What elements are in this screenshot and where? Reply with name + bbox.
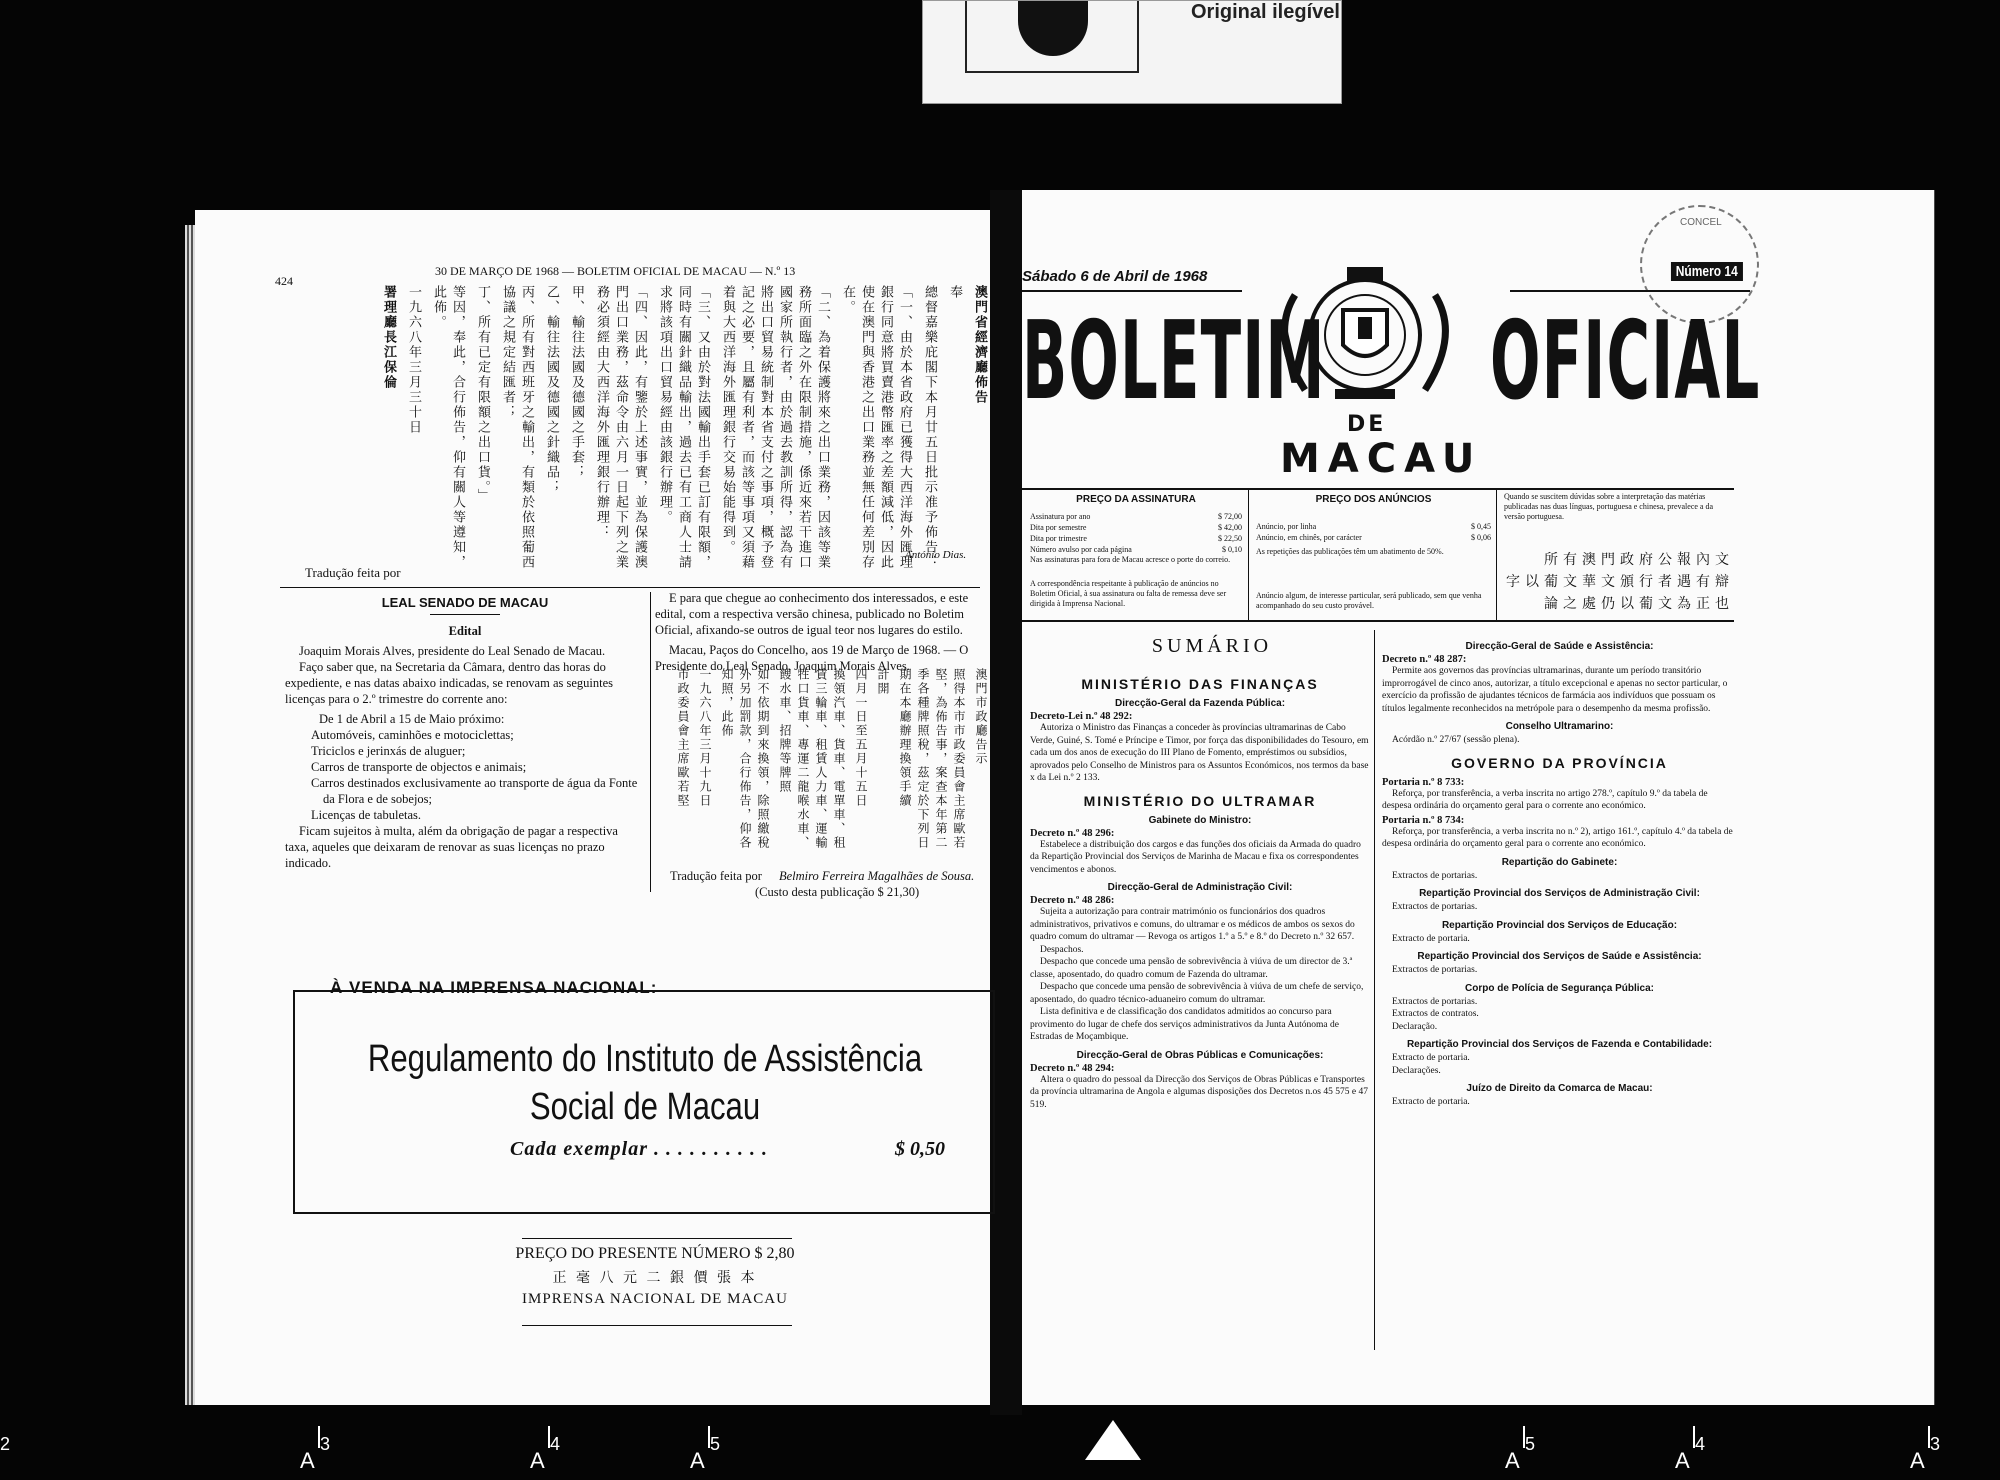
price-value: $ 0,10 — [1222, 545, 1242, 554]
box-note: Anúncio algum, de interesse particular, será publicado, sem que venha acompanhado do seu custo provável. — [1256, 591, 1482, 610]
info-rule-top — [1022, 488, 1734, 490]
decree-label: Decreto n.º 48 296: — [1030, 827, 1115, 839]
summary-entry: Declaração. — [1392, 1021, 1438, 1032]
department-label: Repartição do Gabinete: — [1501, 856, 1618, 868]
price-rows — [1030, 511, 1242, 555]
header-rule — [1022, 290, 1242, 292]
chinese-notice — [290, 285, 990, 585]
footer-block — [500, 1245, 810, 1308]
chinese-column: 丙、所有對西班牙之輸出，有類於依照葡西協議之規定結匯者； — [501, 285, 535, 570]
paragraph: De 1 de Abril a 15 de Maio próximo: — [319, 712, 505, 726]
ruler-mark: A — [1675, 1448, 1690, 1473]
summary-entry: Sujeita a autorização para contrair matrimónio os funcionários dos quadros administrativos, privativos e comuns, do ultramar e os médicos de ambos os sexos do quadro comum do ultramar — Revoga os artigos 1.º a 5.º e 8.º do Decreto n.º 32 657. — [1030, 907, 1355, 942]
price-label: Dita por semestre — [1030, 523, 1087, 532]
chinese-column: 市政委員會主席歐若堅 — [676, 668, 690, 808]
box-note: A correspondência respeitante à publicação de anúncios no Boletim Oficial, à sua assinatura ou falta de remessa deve ser dirigida à Imprensa Nacional. — [1030, 579, 1227, 608]
leal-senado-continued — [655, 590, 990, 674]
decree-label: Decreto n.º 48 294: — [1030, 1062, 1115, 1074]
ruler-mark: 3 — [320, 1434, 331, 1454]
department-label: Repartição Provincial dos Serviços de Educação: — [1441, 919, 1678, 931]
chinese-column: 「一、由於本省政府已獲得大西洋海外匯理銀行同意將買賣港幣匯率之差額減低，因此使在澳門與香港之出口業務並無任何差別存在。 — [841, 285, 913, 570]
issue-date: Sábado 6 de Abril de 1968 — [1022, 268, 1208, 285]
price-row — [1256, 521, 1491, 532]
edital-title: Edital — [448, 624, 482, 638]
section-heading: GOVERNO DA PROVÍNCIA — [1451, 754, 1668, 771]
department-label: Direcção-Geral de Saúde e Assistência: — [1465, 641, 1654, 652]
tag-text: Original ilegível — [1191, 1, 1340, 23]
chinese-notice — [1504, 550, 1734, 616]
leal-senado-section — [285, 595, 645, 871]
ad-price-label: Cada exemplar . . . . . . . . . . — [510, 1138, 768, 1160]
info-rule-bottom — [1022, 620, 1734, 622]
title-rule — [430, 614, 500, 615]
ruler-mark: A — [300, 1448, 315, 1473]
summary-entry: Extractos de portarias. — [1392, 870, 1478, 881]
translation-credit — [670, 868, 974, 884]
summary-title: SUMÁRIO — [1151, 635, 1273, 657]
page-number: 424 — [275, 274, 293, 288]
ruler-mark: A — [690, 1448, 705, 1473]
masthead-macau: MACAU — [1280, 436, 1483, 482]
summary-entry: Extractos de contratos. — [1392, 1009, 1479, 1019]
chinese-column: 四月一日至五月十五日 — [854, 668, 868, 808]
chinese-column: 澳門市政廳告示 — [974, 668, 988, 766]
list-item: Licenças de tabuletas. — [311, 808, 422, 822]
ruler-mark: 5 — [1525, 1434, 1536, 1454]
chinese-column: 一九六八年三月三十日 — [407, 285, 422, 435]
department-label: Direcção-Geral de Obras Públicas e Comunicações: — [1076, 1049, 1324, 1061]
price-row — [1030, 511, 1242, 522]
chinese-column: 照得本市市政委員會主席歐若堅，為佈告事，案查本年第二季各種牌照稅，茲定於下列日期在本廳辦理換領手續 — [898, 668, 966, 850]
issue-price-chinese: 正 毫 八 元 二 銀 價 張 本 — [552, 1271, 758, 1286]
info-divider — [1248, 490, 1249, 620]
summary-entry: Reforça, por transferência, a verba inscrita no n.º 2), artigo 161.º, capítulo 4.º da tabela de despesa ordinária do orçamento geral para o corrente ano económico. — [1382, 826, 1733, 849]
price-row — [1030, 544, 1242, 555]
section-heading: MINISTÉRIO DO ULTRAMAR — [1083, 792, 1317, 809]
price-label: Dita por trimestre — [1030, 534, 1087, 543]
price-value: $ 72,00 — [1218, 512, 1242, 521]
spine-marker-icon — [1085, 1420, 1141, 1460]
ad-prices — [1256, 494, 1491, 611]
summary-entry: Extractos de portarias. — [1392, 965, 1478, 975]
filmstrip-ruler — [0, 1420, 2000, 1480]
summary-entry: Estabelece a distribuição dos cargos e das funções dos oficiais da Armada do quadro da Repartição Provincial dos Serviços de Marinha de Macau e fixa os correspondentes vencimentos e abonos. — [1030, 839, 1361, 875]
chinese-column: 「三、又由於對法國輸出手套已訂有限額，同時有關針織品輸出，過去已有工商人士請求將該項出口貿易經由該銀行辦理。 — [658, 285, 711, 570]
price-row — [1030, 522, 1242, 533]
ad-title — [362, 1035, 928, 1131]
summary-entry: Despacho que concede uma pensão de sobrevivência à viúva de um director de 3.ª classe, aposentado, do quadro comum de Fazenda do ultramar. — [1030, 957, 1353, 980]
issue-number: Número 14 — [1671, 262, 1743, 281]
summary-entry: Extracto de portaria. — [1392, 1097, 1470, 1107]
ruler-mark: A — [1910, 1448, 1925, 1473]
summary-entry: Extracto de portaria. — [1392, 933, 1470, 944]
publication-cost: (Custo desta publicação $ 21,30) — [755, 885, 920, 899]
column-rule — [650, 592, 651, 892]
ruler-mark: A — [1505, 1448, 1520, 1473]
chinese-column: 一九六八年三月十九日 — [698, 668, 712, 808]
chinese-column: 乙、輸往法國及德國之針織品； — [545, 285, 560, 495]
summary-entry: Lista definitiva e de classificação dos candidatos admitidos ao concurso para provimento do lugar de chefe dos serviços administrativos da Junta Autónoma de Estradas de Moçambique. — [1030, 1007, 1339, 1042]
box-note: As repetições das publicações têm um abatimento de 50%. — [1256, 547, 1444, 556]
section-heading: MINISTÉRIO DAS FINANÇAS — [1081, 676, 1319, 692]
decree-label: Decreto-Lei n.º 48 292: — [1030, 711, 1133, 722]
price-label: Anúncio, em chinês, por carácter — [1256, 533, 1362, 542]
summary-entry: Despachos. — [1040, 944, 1084, 955]
paragraph: Ficam sujeitos à multa, além da obrigação de pagar a respectiva taxa, aqueles que deixaram de renovar as suas licenças no prazo indicado. — [285, 824, 618, 870]
summary-entry: Autoriza o Ministro das Finanças a conceder às províncias ultramarinas de Cabo Verde, Guiné, S. Tomé e Príncipe e Timor, por força das disponibilidades do Tesouro, em cada um dos anos de execução do III Plano de Fomento, empréstimos ou subsídios, aprovados pelo Conselho de Ministros para os Assuntos Económicos, nos termos da base x da Lei n.º 2 133. — [1030, 723, 1369, 783]
translation-credit: Tradução feita por — [305, 565, 401, 580]
info-divider — [1496, 490, 1497, 620]
price-label: Anúncio, por linha — [1256, 522, 1317, 531]
summary-column-2 — [1382, 635, 1737, 1109]
paragraph: Faço saber que, na Secretaria da Câmara, dentro das horas do expediente, e nas datas abaixo indicadas, se renovam as seguintes licenças para o 2.º trimestre do corrente ano: — [285, 660, 614, 706]
paragraph: Joaquim Morais Alves, presidente do Leal Senado de Macau. — [299, 644, 606, 658]
decree-label: Portaria n.º 8 733: — [1382, 776, 1465, 788]
illegible-original-tag — [922, 0, 1342, 104]
section-title: LEAL SENADO DE MACAU — [381, 595, 549, 610]
chinese-line: 字以葡文華文頒行者遇有辯 — [1506, 575, 1734, 590]
page-header: 30 DE MARÇO DE 1968 — BOLETIM OFICIAL DE MACAU — N.º 13 — [435, 264, 796, 278]
chinese-column: 丁、所有已定有限額之出口貨。」 — [476, 285, 491, 504]
stamp-text: CONCEL — [1680, 217, 1722, 228]
box-title: PREÇO DOS ANÚNCIOS — [1315, 494, 1432, 505]
price-value: $ 0,45 — [1471, 522, 1491, 531]
chinese-column: 甲、輸往法國及德國之手套； — [570, 285, 585, 480]
ruler-mark: 5 — [710, 1434, 721, 1454]
chinese-column: 「四、因此，有鑒於上述事實，並為保護澳門出口業務，茲命令由六月一日起下列之業務必須經由大西洋海外匯理銀行辦理： — [595, 285, 648, 570]
decree-label: Decreto n.º 48 287: — [1382, 654, 1467, 665]
chinese-edital — [670, 668, 990, 868]
list-item: Triciclos e jerinxás de aluguer; — [311, 744, 466, 758]
signature: António Dias. — [905, 549, 967, 561]
chinese-column: 澳門省經濟廳佈告 — [973, 285, 988, 405]
ad-price-value: $ 0,50 — [895, 1138, 945, 1160]
ruler-mark: 2 — [0, 1434, 11, 1454]
box-title: PREÇO DA ASSINATURA — [1076, 494, 1196, 505]
ad-title-line: Social de Macau — [529, 1086, 761, 1128]
chinese-column: 署理廳長江保倫 — [382, 285, 397, 390]
chinese-column: 總督嘉樂庇閣下本月廿五日批示准予佈告： — [923, 285, 938, 570]
department-label: Corpo de Polícia de Segurança Pública: — [1465, 982, 1654, 994]
masthead-de: DE — [1347, 412, 1387, 437]
chinese-column: 換領汽車、貨車、電單車、租賃三輪車、租賃人力車、運輸牲口貨車、專運二龍喉水車、餿水車、招牌等牌照 — [778, 668, 846, 850]
publisher: IMPRENSA NACIONAL DE MACAU — [522, 1291, 788, 1307]
header-rule — [1510, 290, 1750, 292]
summary-entry: Extracto de portaria. — [1392, 1053, 1470, 1063]
masthead-boletim: BOLETIM — [1022, 299, 1326, 424]
department-label: Gabinete do Ministro: — [1148, 814, 1252, 826]
summary-entry: Declarações. — [1392, 1065, 1441, 1076]
price-rows — [1256, 521, 1491, 543]
price-label: Número avulso por cada página — [1030, 545, 1132, 554]
list-item: Automóveis, caminhões e motociclettas; — [311, 728, 514, 742]
column-rule — [1374, 630, 1375, 1350]
notice-text: Quando se suscitem dúvidas sobre a interpretação das matérias publicadas nas duas línguas, portuguesa e chinesa, prevalece a da versão portuguesa. — [1504, 492, 1714, 521]
ruler-mark: 4 — [1695, 1434, 1706, 1454]
footer-rule-bottom — [522, 1325, 792, 1326]
chinese-line: 所有澳門政府公報內文 — [1544, 553, 1734, 568]
summary-column-1 — [1030, 668, 1370, 1111]
issue-price: PREÇO DO PRESENTE NÚMERO $ 2,80 — [515, 1245, 795, 1262]
summary-entry: Reforça, por transferência, a verba inscrita no artigo 278.º, capítulo 9.º da tabela de despesa ordinária do orçamento geral para o corrente ano económico. — [1382, 788, 1708, 811]
chinese-column: 「二、為着保護將來之出口業務，因該等業務所面臨之外在限制措施，係近來若干進口國家所執行者，由於過去教訓所得，認為有將出口貿易統制對本省支付之事項，概予登記之必要，且屬有利者，而該等事項又須藉着與大西洋海外匯理銀行交易始能得到。 — [721, 285, 831, 570]
summary-entry: Extractos de portarias. — [1392, 996, 1478, 1007]
paragraph: E para que chegue ao conhecimento dos interessados, e este edital, com a respectiva versão chinesa, publicado no Boletim Oficial, afixando-se outros de igual teor nos lugares do estilo. — [655, 591, 969, 637]
department-label: Conselho Ultramarino: — [1505, 721, 1614, 732]
paragraph: Macau, Paços do Concelho, aos 19 de Março de 1968. — O Presidente do Leal Senado, Joaquim Morais Alves. — [655, 643, 969, 673]
summary-entry: Altera o quadro do pessoal da Direcção dos Serviços de Obras Públicas e Transportes da província ultramarina de Angola e algumas disposições dos Decretos n.os 45 575 e 47 519. — [1030, 1074, 1368, 1110]
box-note: Nas assinaturas para fora de Macau acresce o porte do correio. — [1030, 555, 1231, 564]
chinese-column: 如不依期到來換領，除照繳稅外另加罰款，合行佈告，仰各知照，此佈 — [720, 668, 770, 850]
chinese-line: 論之處仍以葡文為正也 — [1544, 597, 1734, 612]
price-value: $ 42,00 — [1218, 523, 1242, 532]
department-label: Direcção-Geral da Fazenda Pública: — [1114, 698, 1286, 709]
chinese-column: 等因，奉此，合行佈告，仰有關人等遵知，此佈。 — [432, 285, 466, 570]
price-row — [1256, 532, 1491, 543]
chinese-column: 奉 — [948, 285, 963, 300]
ruler-mark: 4 — [550, 1434, 561, 1454]
summary-entry: Despacho que concede uma pensão de sobrevivência à viúva de um chefe de serviço, aposentado, do quadro técnico-aduaneiro comum do ultramar. — [1030, 982, 1364, 1005]
list-item: Carros destinados exclusivamente ao transporte de água da Fonte da Flora e de sobejos; — [311, 776, 638, 806]
ad-title-line: Regulamento do Instituto de Assistência — [367, 1038, 923, 1080]
summary-entry: Permite aos governos das províncias ultramarinas, durante um período transitório improrrogável de cinco anos, autorizar, a título excepcional e apenas no sector particular, o exercício da profissão de ajudantes técnicos de farmácia aos indivíduos que possuam os títulos legalmente reconhecidos na metrópole para o desempenho da mesma profissão. — [1382, 666, 1728, 714]
ruler-mark: A — [530, 1448, 545, 1473]
ruler-mark: 3 — [1930, 1434, 1941, 1454]
subscription-prices — [1030, 494, 1242, 609]
department-label: Repartição Provincial dos Serviços de Fazenda e Contabilidade: — [1406, 1039, 1713, 1050]
translation-label: Tradução feita por — [670, 869, 762, 883]
list-item: Carros de transporte de objectos e animais; — [311, 760, 527, 774]
divider — [280, 587, 980, 588]
price-label: Assinatura por ano — [1030, 512, 1091, 521]
coat-of-arms-icon — [1265, 255, 1465, 410]
department-label: Repartição Provincial dos Serviços de Saúde e Assistência: — [1417, 951, 1702, 962]
price-value: $ 22,50 — [1218, 534, 1242, 543]
summary-entry: Acórdão n.º 27/67 (sessão plena). — [1392, 735, 1520, 745]
book-spine — [990, 190, 1022, 1415]
language-notice — [1504, 492, 1734, 616]
decree-label: Decreto n.º 48 286: — [1030, 895, 1115, 906]
price-value: $ 0,06 — [1471, 533, 1491, 542]
ad-heading: À VENDA NA IMPRENSA NACIONAL: — [330, 978, 658, 997]
footer-rule-top — [522, 1238, 792, 1239]
license-list — [285, 727, 645, 823]
masthead-oficial: OFICIAL — [1490, 299, 1761, 424]
department-label: Juízo de Direito da Comarca de Macau: — [1466, 1083, 1653, 1094]
chinese-column: 計開 — [876, 668, 890, 696]
price-row — [1030, 533, 1242, 544]
summary-entry: Extractos de portarias. — [1392, 902, 1478, 912]
translator-name: Belmiro Ferreira Magalhães de Sousa. — [779, 869, 975, 883]
decree-label: Portaria n.º 8 734: — [1382, 814, 1465, 826]
department-label: Repartição Provincial dos Serviços de Administração Civil: — [1419, 888, 1700, 899]
department-label: Direcção-Geral de Administração Civil: — [1107, 882, 1293, 893]
